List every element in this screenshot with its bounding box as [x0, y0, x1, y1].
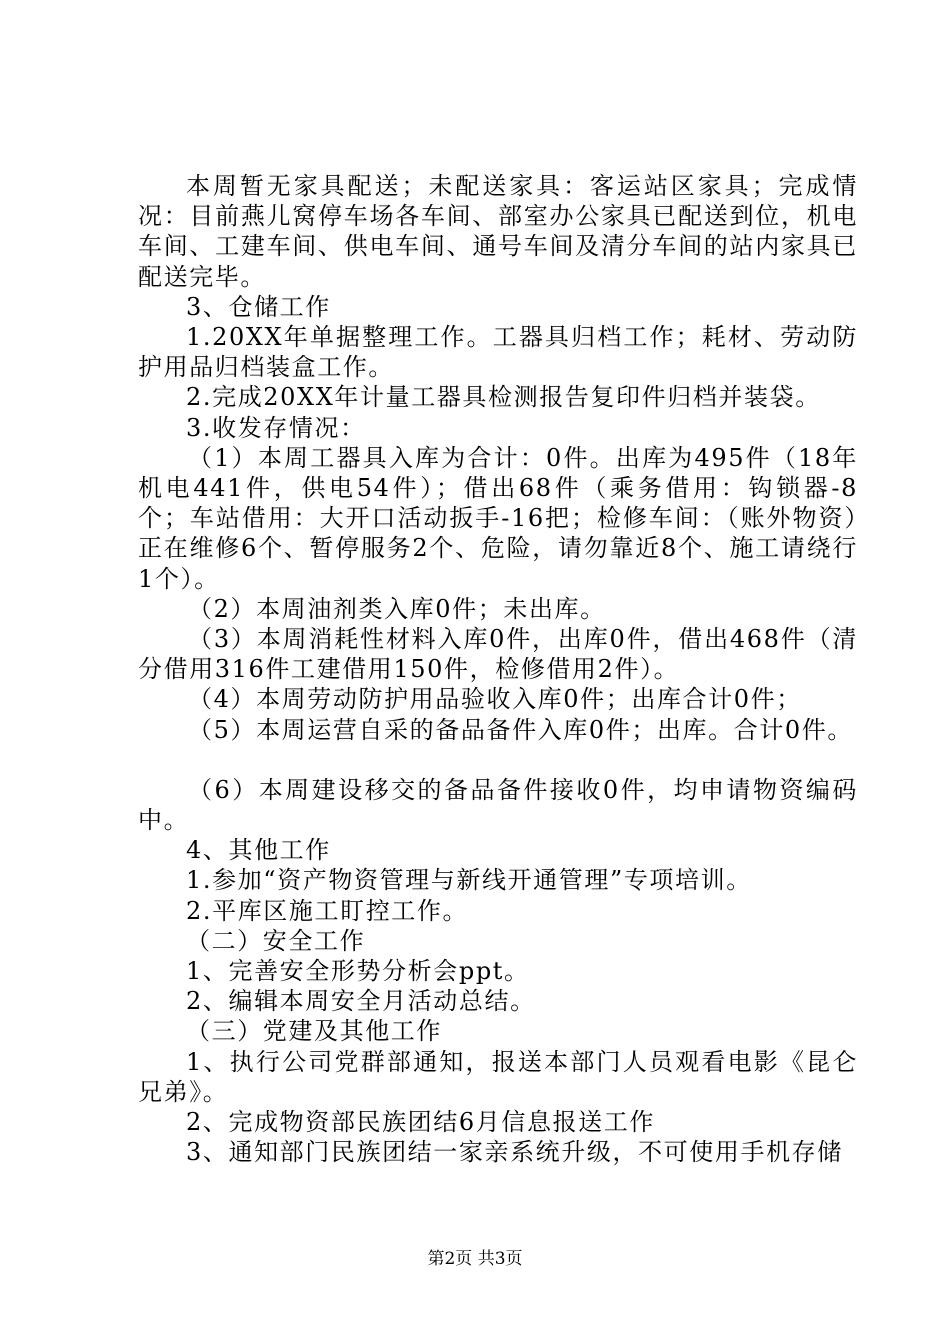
heading-safety: （二）安全工作 — [186, 926, 366, 955]
paragraph-party-3: 3、通知部门民族团结一家亲系统升级，不可使用手机存储 — [186, 1138, 843, 1167]
paragraph-other-1: 1.参加“资产物资管理与新线开通管理”专项培训。 — [186, 866, 752, 895]
heading-other-work: 4、其他工作 — [186, 836, 331, 865]
paragraph-sub-4: （4）本周劳动防护用品验收入库0件；出库合计0件； — [188, 685, 802, 714]
heading-storage: 3、仓储工作 — [186, 292, 331, 321]
paragraph-safety-1: 1、完善安全形势分析会ppt。 — [186, 957, 530, 986]
heading-party: （三）党建及其他工作 — [186, 1017, 442, 1046]
paragraph-sub-6: （6）本周建设移交的备品备件接收0件，均申请物资编码中。 — [138, 775, 858, 835]
paragraph-item-2: 2.完成20XX年计量工器具检测报告复印件归档并装袋。 — [186, 383, 821, 412]
paragraph-sub-2: （2）本周油剂类入库0件；未出库。 — [188, 594, 606, 623]
paragraph-sub-3: （3）本周消耗性材料入库0件，出库0件，借出468件（清分借用316件工建借用150件，检修借用2件）。 — [138, 625, 858, 684]
paragraph-sub-5: （5）本周运营自采的备品备件入库0件；出库。合计0件。 — [188, 715, 854, 744]
paragraph-furniture: 本周暂无家具配送；未配送家具：客运站区家具；完成情况：目前燕儿窝停车场各车间、部室办公家具已配送到位，机电车间、工建车间、供电车间、通号车间及清分车间的站内家具已配送完毕。 — [138, 172, 858, 291]
paragraph-party-2: 2、完成物资部民族团结6月信息报送工作 — [186, 1108, 655, 1137]
paragraph-safety-2: 2、编辑本周安全月活动总结。 — [186, 987, 536, 1016]
blank-line — [138, 745, 858, 775]
page-footer: 第2页 共3页 — [427, 1249, 523, 1269]
paragraph-sub-1: （1）本周工器具入库为合计：0件。出库为495件（18年机电441件，供电54件）；借出68件（乘务借用：钩锁器-8个；车站借用：大开口活动扳手-16把；检修车间：（账外物资）正在维修6个、暂停服务2个、危险，请勿靠近8个、施工请绕行1个）。 — [138, 443, 858, 593]
paragraph-item-3: 3.收发存情况： — [186, 413, 366, 442]
paragraph-item-1: 1.20XX年单据整理工作。工器具归档工作；耗材、劳动防护用品归档装盒工作。 — [138, 323, 858, 382]
paragraph-party-1: 1、执行公司党群部通知，报送本部门人员观看电影《昆仑兄弟》。 — [138, 1047, 858, 1106]
paragraph-other-2: 2.平库区施工盯控工作。 — [186, 896, 469, 925]
document-body — [138, 171, 858, 1168]
